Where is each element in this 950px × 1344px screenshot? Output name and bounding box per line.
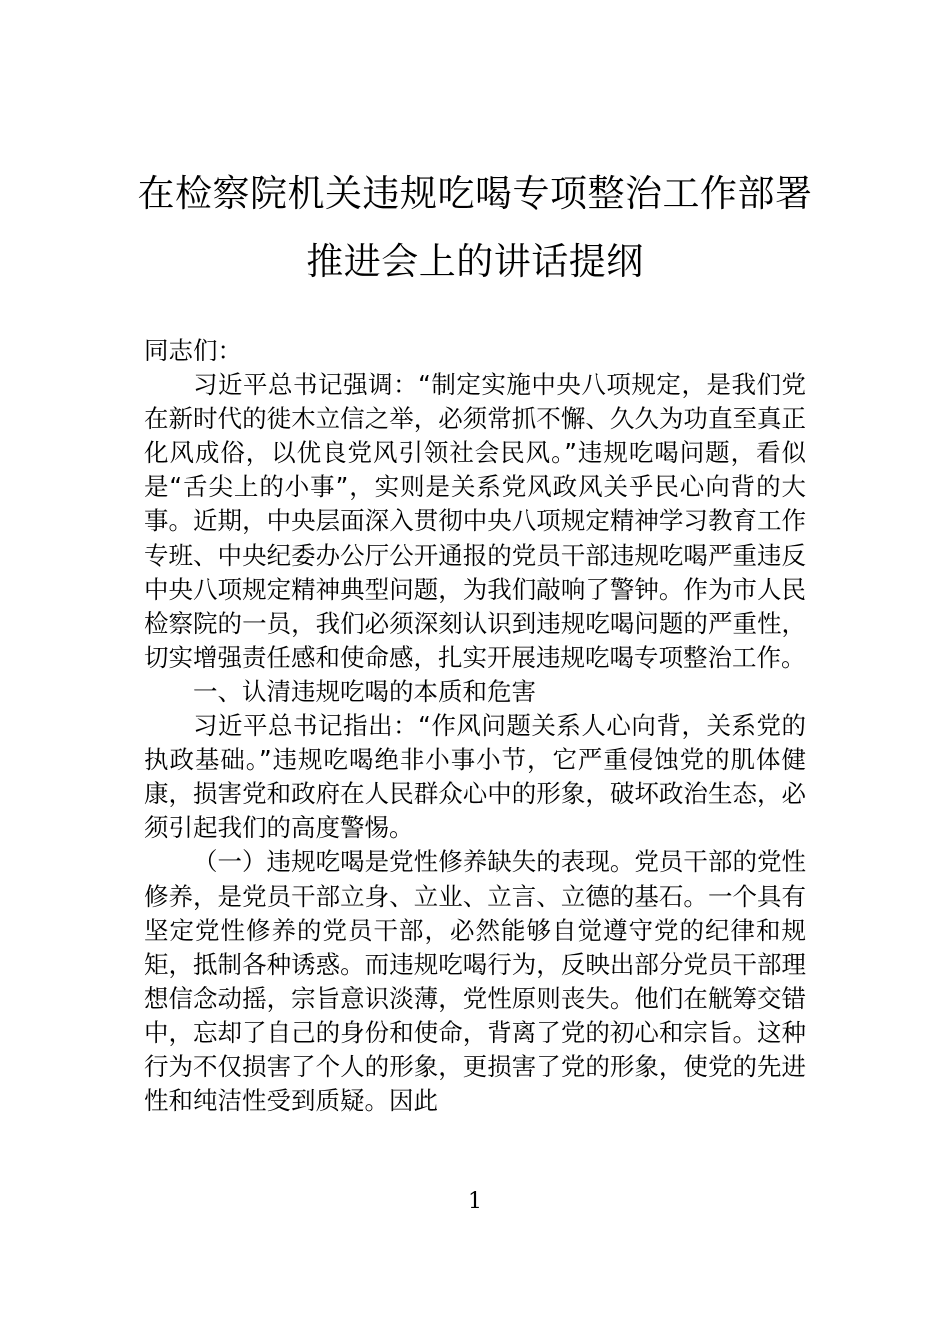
paragraph-section-1: 习近平总书记指出：“作风问题关系人心向背，关系党的执政基础。”违规吃喝绝非小事小节，它严重侵蚀党的肌体健康，损害党和政府在人民群众心中的形象，破坏政治生态，必须引起我们的高度警惕。 [144, 711, 806, 843]
title-line-2: 推进会上的讲话提纲 [306, 240, 644, 283]
paragraph-intro: 习近平总书记强调：“制定实施中央八项规定，是我们党在新时代的徙木立信之举，必须常抓不懈、久久为功直至真正化风成俗，以优良党风引领社会民风。”违规吃喝问题，看似是“舌尖上的小事”，实则是关系党风政风关乎民心向背的大事。近期，中央层面深入贯彻中央八项规定精神学习教育工作专班、中央纪委办公厅公开通报的党员干部违规吃喝严重违反中央八项规定精神典型问题，为我们敲响了警钟。作为市人民检察院的一员，我们必须深刻认识到违规吃喝问题的严重性，切实增强责任感和使命感，扎实开展违规吃喝专项整治工作。 [144, 370, 806, 672]
speech-body [144, 334, 806, 1118]
title-line-1: 在检察院机关违规吃喝专项整治工作部署 [137, 172, 813, 215]
section-heading-1: 一、认清违规吃喝的本质和危害 [193, 676, 536, 706]
paragraph-subsection-1: （一）违规吃喝是党性修养缺失的表现。党员干部的党性修养，是党员干部立身、立业、立言、立德的基石。一个具有坚定党性修养的党员干部，必然能够自觉遵守党的纪律和规矩，抵制各种诱惑。而违规吃喝行为，反映出部分党员干部理想信念动摇，宗旨意识淡薄，党性原则丧失。他们在觥筹交错中，忘却了自己的身份和使命，背离了党的初心和宗旨。这种行为不仅损害了个人的形象，更损害了党的形象，使党的先进性和纯洁性受到质疑。因此 [144, 847, 806, 1116]
page-number: 1 [468, 1189, 482, 1214]
salutation: 同志们： [144, 336, 242, 365]
